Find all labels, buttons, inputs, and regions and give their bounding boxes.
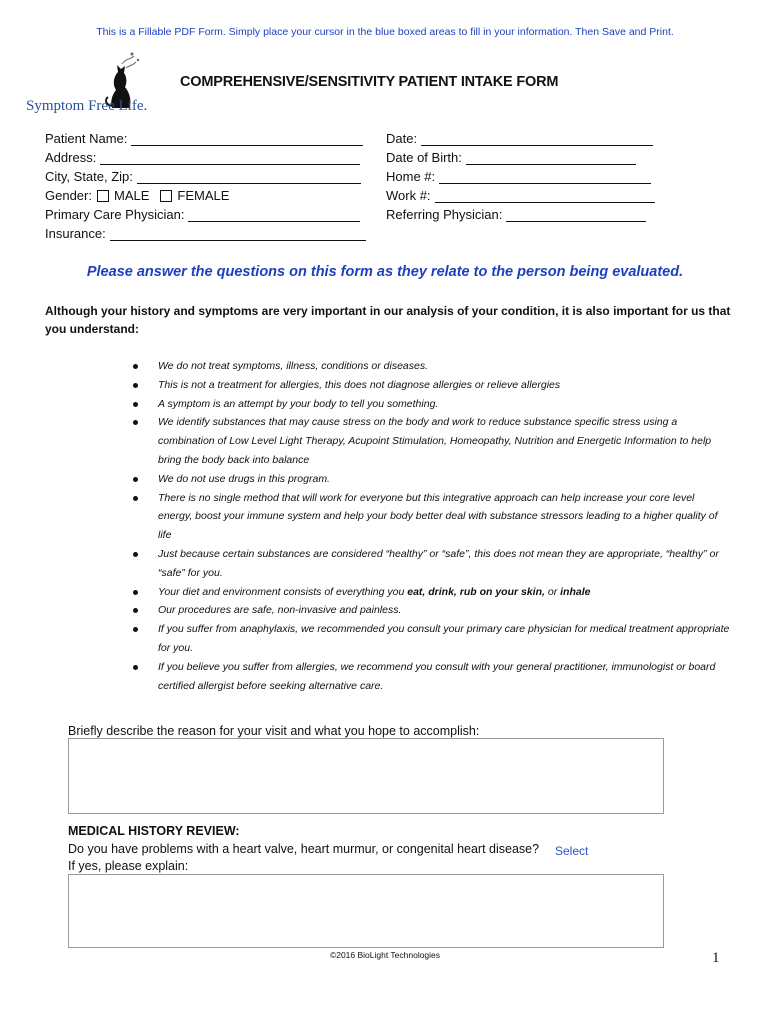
list-item: If you suffer from anaphylaxis, we recommended you consult your primary care physician for medical treatment appropriate for you. [130, 620, 730, 658]
list-item: There is no single method that will work for everyone but this integrative approach can help increase your core level energy, boost your immune system and help your body better deal with substance stressors leading to a higher quality of life [130, 489, 730, 545]
dob-label: Date of Birth: [386, 150, 462, 165]
page-number: 1 [712, 950, 720, 966]
primary-care-input[interactable] [188, 208, 360, 222]
female-label: FEMALE [177, 188, 230, 203]
insurance-input[interactable] [110, 227, 366, 241]
dob-input[interactable] [466, 151, 636, 165]
list-item: We identify substances that may cause stress on the body and work to reduce substance specific stress using a combination of Low Level Light Therapy, Acupoint Stimulation, Homeopathy, Nutrition and Energetic Information to help bring the body back into balance [130, 413, 730, 469]
list-item: This is not a treatment for allergies, this does not diagnose allergies or relieve allergies [130, 376, 730, 395]
page-title: COMPREHENSIVE/SENSITIVITY PATIENT INTAKE FORM [180, 74, 559, 90]
medical-history-heading: MEDICAL HISTORY REVIEW: [68, 824, 240, 838]
list-item: Our procedures are safe, non-invasive and painless. [130, 601, 730, 620]
work-phone-input[interactable] [435, 189, 655, 203]
gender-field [45, 188, 229, 203]
primary-care-field[interactable] [45, 207, 360, 222]
referring-physician-field[interactable] [386, 207, 646, 222]
list-item: We do not use drugs in this program. [130, 470, 730, 489]
fillable-form-banner: This is a Fillable PDF Form. Simply place your cursor in the blue boxed areas to fill in your information. Then Save and Print. [96, 26, 674, 38]
heart-question: Do you have problems with a heart valve, heart murmur, or congenital heart disease? [68, 842, 540, 856]
heart-condition-select[interactable]: Select [555, 844, 589, 858]
address-field[interactable] [45, 150, 360, 165]
logo-text: Symptom Free Life. [26, 98, 148, 114]
insurance-field[interactable] [45, 226, 366, 241]
work-phone-field[interactable] [386, 188, 655, 203]
home-phone-input[interactable] [439, 170, 651, 184]
list-item: Your diet and environment consists of everything you eat, drink, rub on your skin, or inhale [130, 583, 730, 602]
intro-paragraph: Although your history and symptoms are very important in our analysis of your condition, it is also important for us that you understand: [45, 304, 731, 336]
patient-name-input[interactable] [131, 132, 363, 146]
disclaimer-list [130, 357, 730, 695]
date-field[interactable] [386, 131, 653, 146]
instruction-heading: Please answer the questions on this form as they relate to the person being evaluated. [86, 264, 684, 280]
date-label: Date: [386, 131, 418, 146]
list-item: We do not treat symptoms, illness, conditions or diseases. [130, 357, 730, 376]
list-item: A symptom is an attempt by your body to tell you something. [130, 395, 730, 414]
male-label: MALE [113, 188, 150, 203]
insurance-label: Insurance: [45, 226, 106, 241]
reason-textarea[interactable] [68, 738, 664, 814]
home-phone-field[interactable] [386, 169, 651, 184]
female-checkbox[interactable] [160, 190, 172, 202]
date-input[interactable] [421, 132, 653, 146]
list-item: Just because certain substances are considered “healthy” or “safe”, this does not mean they are appropriate, “healthy” or “safe” for you. [130, 545, 730, 583]
address-input[interactable] [100, 151, 360, 165]
male-checkbox[interactable] [97, 190, 109, 202]
referring-physician-label: Referring Physician: [386, 207, 503, 222]
patient-name-field[interactable] [45, 131, 363, 146]
city-state-zip-field[interactable] [45, 169, 361, 184]
city-state-zip-label: City, State, Zip: [45, 169, 133, 184]
list-item: If you believe you suffer from allergies, we recommend you consult with your general practitioner, immunologist or board certified allergist before seeking alternative care. [130, 658, 730, 696]
dob-field[interactable] [386, 150, 636, 165]
city-state-zip-input[interactable] [137, 170, 361, 184]
explain-textarea[interactable] [68, 874, 664, 948]
explain-label: If yes, please explain: [68, 859, 189, 873]
work-phone-label: Work #: [386, 188, 431, 203]
reason-label: Briefly describe the reason for your visit and what you hope to accomplish: [68, 724, 480, 738]
referring-physician-input[interactable] [506, 208, 646, 222]
patient-name-label: Patient Name: [45, 131, 128, 146]
gender-label: Gender: [45, 188, 92, 203]
copyright-footer: ©2016 BioLight Technologies [329, 950, 441, 960]
address-label: Address: [45, 150, 97, 165]
primary-care-label: Primary Care Physician: [45, 207, 185, 222]
home-phone-label: Home #: [386, 169, 436, 184]
